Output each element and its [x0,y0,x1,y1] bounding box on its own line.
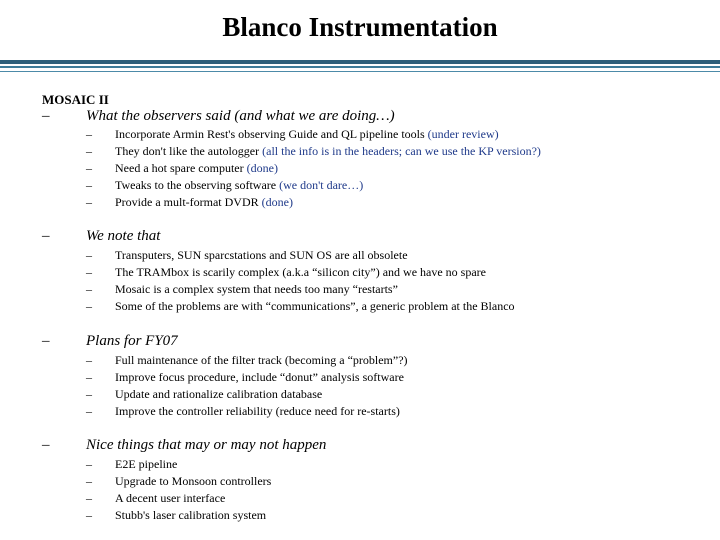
title-rule [0,60,720,64]
title-rule-2 [0,66,720,68]
slide-title: Blanco Instrumentation [222,12,498,42]
title-rule-3 [0,71,720,72]
section-heading: MOSAIC II [42,92,109,107]
